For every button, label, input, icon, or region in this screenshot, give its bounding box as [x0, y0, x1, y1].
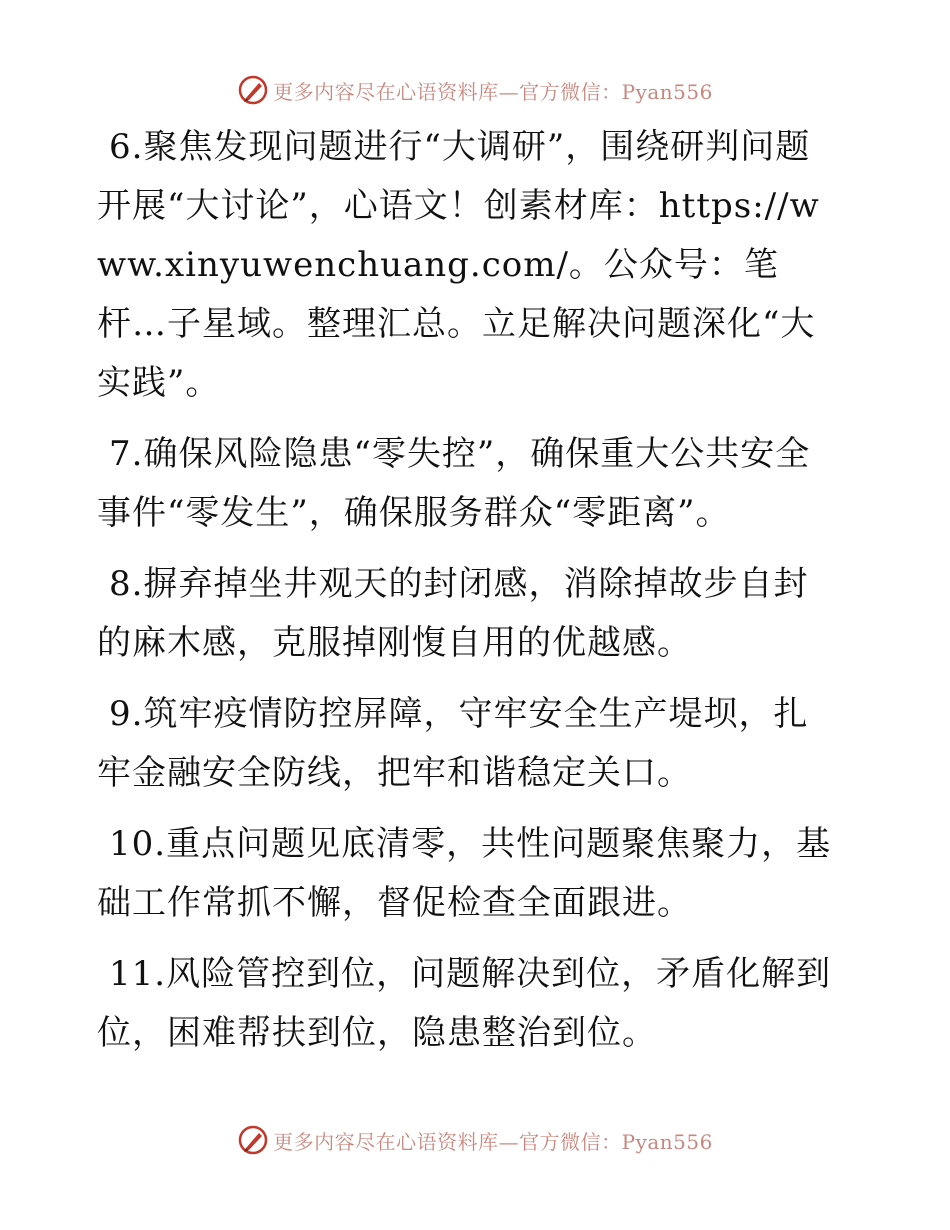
- paragraph-8: 8.摒弃掉坐井观天的封闭感，消除掉故步自封的麻木感，克服掉刚愎自用的优越感。: [97, 564, 809, 663]
- header-watermark-text: 更多内容尽在心语资料库—官方微信：Pyan556: [273, 79, 713, 104]
- document-body: [97, 118, 842, 1075]
- pen-logo-icon: [237, 1124, 269, 1156]
- paragraph-6: 6.聚焦发现问题进行“大调研”，围绕研判问题开展“大讨论”，心语文！创素材库：https://www.xinyuwenchuang.com/。公众号：笔杆…子星域。整理汇总。立足解决问题深化“大实践”。: [97, 127, 820, 403]
- paragraph-9: 9.筑牢疫情防控屏障，守牢安全生产堤坝，扎牢金融安全防线，把牢和谐稳定关口。: [97, 694, 809, 793]
- paragraph-7: 7.确保风险隐患“零失控”，确保重大公共安全事件“零发生”，确保服务群众“零距离”。: [97, 434, 811, 533]
- pen-logo-icon: [237, 74, 269, 106]
- footer-watermark-text: 更多内容尽在心语资料库—官方微信：Pyan556: [273, 1129, 713, 1154]
- footer-watermark: [0, 1120, 950, 1160]
- paragraph-10: 10.重点问题见底清零，共性问题聚焦聚力，基础工作常抓不懈，督促检查全面跟进。: [97, 824, 832, 923]
- header-watermark: [0, 70, 950, 110]
- paragraph-11: 11.风险管控到位，问题解决到位，矛盾化解到位，困难帮扶到位，隐患整治到位。: [97, 954, 832, 1053]
